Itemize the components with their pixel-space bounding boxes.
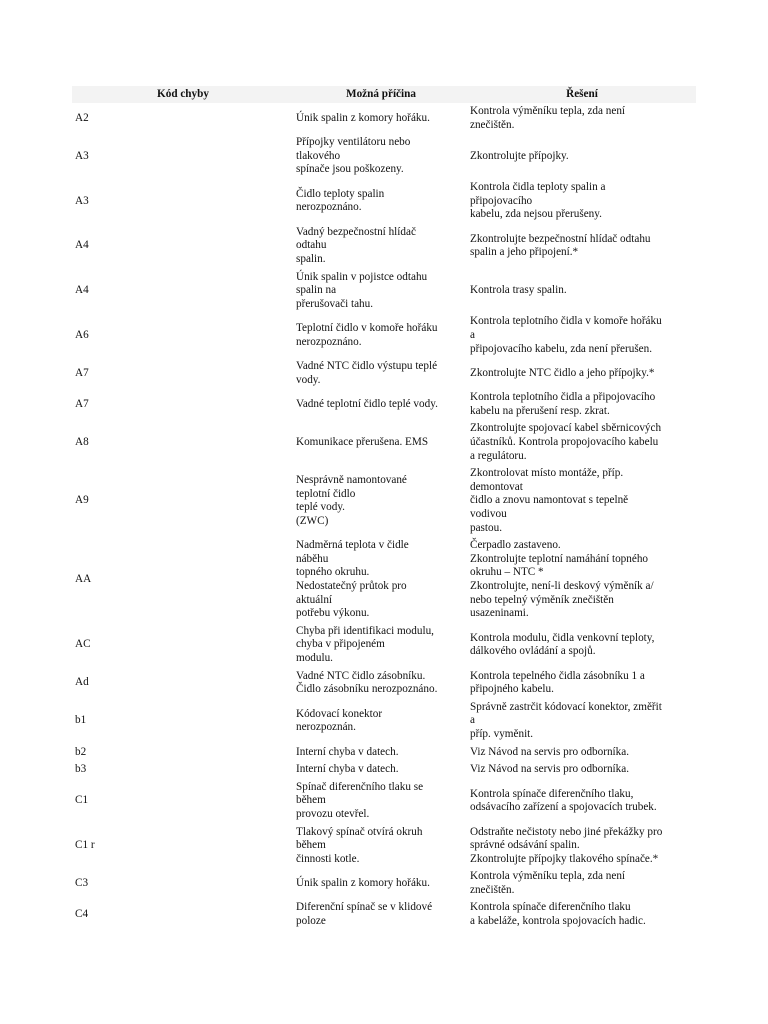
table-row <box>72 868 696 899</box>
table-row <box>72 465 696 537</box>
table-row <box>72 668 696 699</box>
possible-cause-cell: Chyba při identifikaci modulu, chyba v připojeném modulu. <box>296 624 434 664</box>
error-code-cell: A3 <box>75 194 89 207</box>
possible-cause-cell: Únik spalin v pojistce odtahu spalin na přerušovači tahu. <box>296 270 428 310</box>
table-row <box>72 824 696 869</box>
possible-cause-cell: Spínač diferenčního tlaku se během provozu otevřel. <box>296 780 424 820</box>
solution-cell: Viz Návod na servis pro odborníka. <box>470 745 630 758</box>
table-row <box>72 420 696 465</box>
solution-cell: Zkontrolujte bezpečnostní hlídač odtahu spalin a jeho připojení.* <box>470 232 651 259</box>
possible-cause-cell: Nadměrná teplota v čidle náběhu topného okruhu. Nedostatečný průtok pro aktuální potřebu výkonu. <box>296 539 409 620</box>
error-code-cell: A4 <box>75 284 89 297</box>
possible-cause-cell: Vadné NTC čidlo zásobníku. Čidlo zásobníku nerozpoznáno. <box>296 669 438 696</box>
error-code-cell: A7 <box>75 398 89 411</box>
possible-cause-cell: Nesprávně namontované teplotní čidlo teplé vody. (ZWC) <box>296 474 407 527</box>
possible-cause-cell: Interní chyba v datech. <box>296 763 399 776</box>
solution-cell: Zkontrolujte NTC čidlo a jeho přípojky.* <box>470 366 655 379</box>
possible-cause-cell: Čidlo teploty spalin nerozpoznáno. <box>296 187 385 214</box>
table-row <box>72 623 696 668</box>
header-possible-cause: Možná příčina <box>294 86 468 103</box>
possible-cause-cell: Vadné NTC čidlo výstupu teplé vody. <box>296 360 438 386</box>
error-code-cell: A4 <box>75 239 89 252</box>
table-row <box>72 134 696 179</box>
solution-cell: Kontrola spínače diferenčního tlaku a kabeláže, kontrola spojovacích hadic. <box>470 901 646 928</box>
table-row <box>72 269 696 314</box>
possible-cause-cell: Interní chyba v datech. <box>296 745 399 758</box>
solution-cell: Zkontrolovat místo montáže, příp. demontovat čidlo a znovu namontovat s tepelně vodivou pastou. <box>470 467 629 534</box>
error-code-cell: b3 <box>75 763 87 776</box>
solution-cell: Správně zastrčit kódovací konektor, změřit a příp. vyměnit. <box>470 700 662 740</box>
possible-cause-cell: Únik spalin z komory hořáku. <box>296 877 430 890</box>
table-row <box>72 899 696 930</box>
possible-cause-cell: Vadný bezpečnostní hlídač odtahu spalin. <box>296 225 416 265</box>
error-code-cell: b2 <box>75 745 87 758</box>
error-code-cell: AA <box>75 573 92 586</box>
table-row <box>72 103 696 134</box>
error-code-cell: C1 r <box>75 839 95 852</box>
table-row <box>72 779 696 824</box>
solution-cell: Kontrola teplotního čidla v komoře hořáku a připojovacího kabelu, zda není přerušen. <box>470 315 662 355</box>
table-row <box>72 358 696 389</box>
table-row <box>72 224 696 269</box>
table-body <box>72 103 696 931</box>
solution-cell: Kontrola výměníku tepla, zda není znečištěn. <box>470 870 626 896</box>
table-row <box>72 744 696 762</box>
possible-cause-cell: Přípojky ventilátoru nebo tlakového spínače jsou poškozeny. <box>296 136 411 176</box>
error-code-cell: AC <box>75 638 91 651</box>
error-code-cell: C3 <box>75 877 89 890</box>
possible-cause-cell: Komunikace přerušena. EMS <box>296 436 429 449</box>
header-solution: Řešení <box>468 86 696 103</box>
solution-cell: Kontrola tepelného čidla zásobníku 1 a připojného kabelu. <box>470 669 645 696</box>
possible-cause-cell: Kódovací konektor nerozpoznán. <box>296 707 383 734</box>
possible-cause-cell: Diferenční spínač se v klidové poloze <box>296 901 433 928</box>
solution-cell: Kontrola čidla teploty spalin a připojovacího kabelu, zda nejsou přerušeny. <box>470 180 606 221</box>
table-row <box>72 179 696 224</box>
solution-cell: Kontrola teplotního čidla a připojovacího kabelu na přerušení resp. zkrat. <box>470 391 656 417</box>
solution-cell: Kontrola trasy spalin. <box>470 284 567 297</box>
solution-cell: Kontrola spínače diferenčního tlaku, odsávacího zařízení a spojovacích trubek. <box>470 787 657 814</box>
error-code-cell: b1 <box>75 714 87 727</box>
table-row <box>72 761 696 779</box>
possible-cause-cell: Vadné teplotní čidlo teplé vody. <box>296 398 438 411</box>
error-code-cell: Ad <box>75 676 89 689</box>
table-row <box>72 313 696 358</box>
header-row <box>72 86 696 103</box>
error-code-cell: C4 <box>75 908 89 921</box>
solution-cell: Viz Návod na servis pro odborníka. <box>470 763 630 776</box>
solution-cell: Kontrola výměníku tepla, zda není znečištěn. <box>470 105 626 131</box>
solution-cell: Kontrola modulu, čidla venkovní teploty, dálkového ovládání a spojů. <box>470 631 655 658</box>
error-code-cell: A9 <box>75 494 89 507</box>
possible-cause-cell: Tlakový spínač otvírá okruh během činnosti kotle. <box>296 825 423 865</box>
table-row <box>72 537 696 623</box>
error-code-cell: A3 <box>75 149 89 162</box>
possible-cause-cell: Únik spalin z komory hořáku. <box>296 111 430 124</box>
error-code-cell: A8 <box>75 436 89 449</box>
error-code-cell: A2 <box>75 111 89 124</box>
header-error-code: Kód chyby <box>72 86 294 103</box>
solution-cell: Čerpadlo zastaveno. Zkontrolujte teplotní namáhání topného okruhu – NTC * Zkontrolujte, není-li deskový výměník a/ nebo tepelný výměník znečištěn usazeninami. <box>470 539 654 620</box>
table-row <box>72 389 696 420</box>
table-header <box>72 86 696 103</box>
error-code-cell: A7 <box>75 366 89 379</box>
error-code-cell: C1 <box>75 794 89 807</box>
error-code-table <box>72 86 696 931</box>
possible-cause-cell: Teplotní čidlo v komoře hořáku nerozpoznáno. <box>296 322 438 348</box>
solution-cell: Zkontrolujte spojovací kabel sběrnicových účastníků. Kontrola propojovacího kabelu a regulátoru. <box>470 422 662 462</box>
solution-cell: Zkontrolujte přípojky. <box>470 149 569 162</box>
error-code-cell: A6 <box>75 328 89 341</box>
table-row <box>72 699 696 744</box>
error-code-sheet <box>72 86 696 931</box>
solution-cell: Odstraňte nečistoty nebo jiné překážky pro správné odsávání spalin. Zkontrolujte přípojky tlakového spínače.* <box>470 825 663 865</box>
